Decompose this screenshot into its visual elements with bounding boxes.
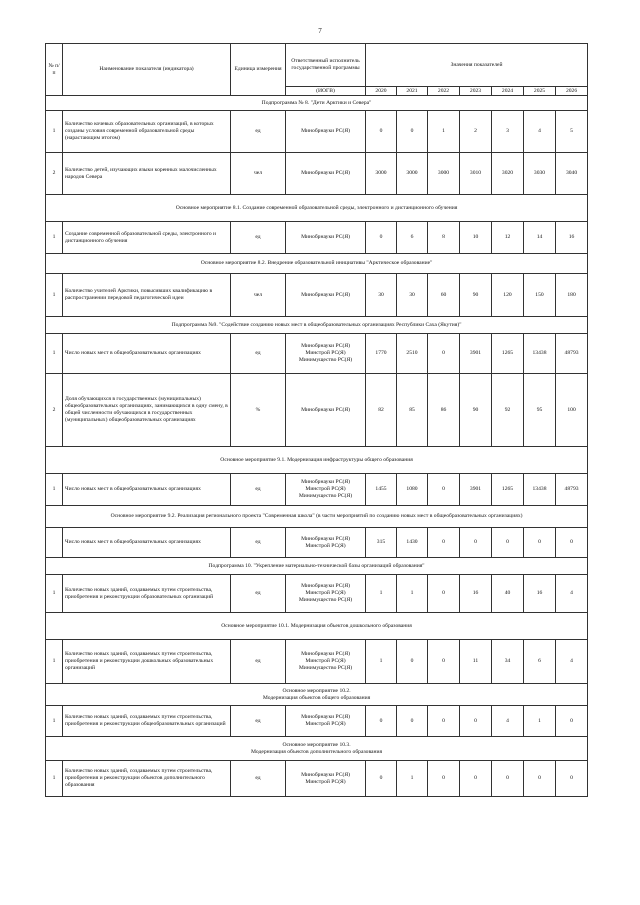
responsible-cell: Минобрнауки РС(Я) Минстрой РС(Я) Минимущество РС(Я) <box>286 474 366 506</box>
row-number <box>46 528 63 558</box>
indicator-name: Количество кочевых образовательных организаций, в которых созданы условия современной образовательной среды (нарастающим итогом) <box>63 111 231 153</box>
value-cell: 0 <box>460 706 492 737</box>
value-cell: 120 <box>492 274 524 317</box>
row-number: 1 <box>46 575 63 613</box>
value-cell: 0 <box>460 761 492 797</box>
row-number: 1 <box>46 274 63 317</box>
value-cell: 0 <box>556 761 588 797</box>
header-values: Значения показателей <box>366 44 588 87</box>
value-cell: 3020 <box>492 153 524 195</box>
value-cell: 0 <box>397 111 428 153</box>
value-cell: 10 <box>460 222 492 254</box>
indicator-name: Количество новых зданий, создаваемых путем строительства, приобретения и реконструкции дошкольных образовательных организаций <box>63 640 231 684</box>
responsible-cell: Минобрнауки РС(Я) <box>286 274 366 317</box>
row-number: 1 <box>46 474 63 506</box>
value-cell: 0 <box>460 528 492 558</box>
value-cell: 6 <box>397 222 428 254</box>
value-cell: 11 <box>460 640 492 684</box>
value-cell: 4 <box>556 640 588 684</box>
value-cell: 12 <box>492 222 524 254</box>
indicators-table <box>45 43 588 797</box>
value-cell: 92 <box>492 374 524 447</box>
row-number: 2 <box>46 153 63 195</box>
header-year: 2020 <box>366 87 397 96</box>
value-cell: 1770 <box>366 334 397 374</box>
value-cell: 180 <box>556 274 588 317</box>
value-cell: 0 <box>492 528 524 558</box>
value-cell: 0 <box>556 528 588 558</box>
header-year: 2022 <box>428 87 460 96</box>
value-cell: 0 <box>524 761 556 797</box>
value-cell: 2 <box>460 111 492 153</box>
indicator-name: Число новых мест в общеобразовательных организациях <box>63 334 231 374</box>
value-cell: 0 <box>397 706 428 737</box>
value-cell: 5 <box>556 111 588 153</box>
indicator-name: Количество новых зданий, создаваемых путем строительства, приобретения и реконструкции общеобразовательных организаций <box>63 706 231 737</box>
section-title: Основное мероприятие 10.3. Модернизация объектов дополнительного образования <box>46 737 588 761</box>
indicator-name: Создание современной образовательной среды, электронного и дистанционного обучения <box>63 222 231 254</box>
header-year: 2021 <box>397 87 428 96</box>
value-cell: 315 <box>366 528 397 558</box>
table-row <box>46 374 588 447</box>
page-number: 7 <box>318 27 322 35</box>
value-cell: 3010 <box>460 153 492 195</box>
value-cell: 85 <box>397 374 428 447</box>
indicator-name: Доля обучающихся в государственных (муниципальных) общеобразовательных организациях, занимающихся в одну смену, в общей численности обучающихся в государственных (муниципальных) общеобразовательных организациях <box>63 374 231 447</box>
table-body <box>46 96 588 797</box>
value-cell: 3 <box>492 111 524 153</box>
value-cell: 90 <box>460 274 492 317</box>
value-cell: 0 <box>397 640 428 684</box>
value-cell: 4 <box>556 575 588 613</box>
row-number: 1 <box>46 706 63 737</box>
table-row <box>46 474 588 506</box>
unit-cell: ед <box>231 706 286 737</box>
responsible-cell: Минобрнауки РС(Я) <box>286 374 366 447</box>
section-row <box>46 447 588 474</box>
value-cell: 0 <box>428 474 460 506</box>
value-cell: 1 <box>366 575 397 613</box>
value-cell: 0 <box>492 761 524 797</box>
header-year: 2023 <box>460 87 492 96</box>
section-title: Основное мероприятие 8.1. Создание современной образовательной среды, электронного и дистанционного обучения <box>46 195 588 222</box>
unit-cell: ед <box>231 528 286 558</box>
value-cell: 0 <box>428 334 460 374</box>
section-title: Подпрограмма № 8. "Дети Арктики и Севера" <box>46 96 588 111</box>
value-cell: 48793 <box>556 474 588 506</box>
value-cell: 8 <box>428 222 460 254</box>
row-number: 1 <box>46 111 63 153</box>
value-cell: 3030 <box>524 153 556 195</box>
responsible-cell: Минобрнауки РС(Я) Минстрой РС(Я) <box>286 761 366 797</box>
value-cell: 1 <box>397 575 428 613</box>
value-cell: 0 <box>428 761 460 797</box>
header-responsible: Ответственный исполнитель государственной программы <box>286 44 366 87</box>
header-year: 2024 <box>492 87 524 96</box>
value-cell: 150 <box>524 274 556 317</box>
section-row <box>46 96 588 111</box>
responsible-cell: Минобрнауки РС(Я) <box>286 111 366 153</box>
table-row <box>46 640 588 684</box>
row-number: 1 <box>46 640 63 684</box>
table-row <box>46 528 588 558</box>
responsible-cell: Минобрнауки РС(Я) Минстрой РС(Я) <box>286 706 366 737</box>
row-number: 2 <box>46 374 63 447</box>
indicator-name: Количество учителей Арктики, повысивших квалификацию в распространении передовой педагогической идеи <box>63 274 231 317</box>
value-cell: 34 <box>492 640 524 684</box>
table-row <box>46 575 588 613</box>
section-title: Основное мероприятие 10.1. Модернизация объектов дошкольного образования <box>46 613 588 640</box>
table-row <box>46 111 588 153</box>
value-cell: 3040 <box>556 153 588 195</box>
section-row <box>46 613 588 640</box>
value-cell: 14 <box>524 222 556 254</box>
indicator-name: Число новых мест в общеобразовательных организациях <box>63 528 231 558</box>
section-title: Основное мероприятие 9.1. Модернизация инфраструктуры общего образования <box>46 447 588 474</box>
value-cell: 3000 <box>366 153 397 195</box>
value-cell: 1080 <box>397 474 428 506</box>
unit-cell: чел <box>231 153 286 195</box>
value-cell: 1 <box>428 111 460 153</box>
value-cell: 48793 <box>556 334 588 374</box>
section-title: Подпрограмма №9. "Содействие созданию новых мест в общеобразовательных организациях Республики Саха (Якутия)" <box>46 317 588 334</box>
section-row <box>46 254 588 274</box>
value-cell: 16 <box>460 575 492 613</box>
row-number: 1 <box>46 334 63 374</box>
section-row <box>46 684 588 706</box>
value-cell: 1 <box>366 640 397 684</box>
unit-cell: ед <box>231 761 286 797</box>
value-cell: 0 <box>428 706 460 737</box>
value-cell: 3000 <box>428 153 460 195</box>
value-cell: 0 <box>524 528 556 558</box>
table-row <box>46 761 588 797</box>
value-cell: 3000 <box>397 153 428 195</box>
unit-cell: чел <box>231 274 286 317</box>
value-cell: 90 <box>460 374 492 447</box>
row-number: 1 <box>46 222 63 254</box>
section-title: Основное мероприятие 9.2. Реализация регионального проекта "Современная школа" (в части мероприятий по созданию новых мест в общеобразовательных организациях) <box>46 506 588 528</box>
value-cell: 60 <box>428 274 460 317</box>
responsible-cell: Минобрнауки РС(Я) Минстрой РС(Я) Минимущество РС(Я) <box>286 640 366 684</box>
value-cell: 6 <box>524 640 556 684</box>
value-cell: 0 <box>556 706 588 737</box>
row-number: 1 <box>46 761 63 797</box>
value-cell: 4 <box>524 111 556 153</box>
value-cell: 0 <box>366 111 397 153</box>
value-cell: 1 <box>524 706 556 737</box>
unit-cell: ед <box>231 111 286 153</box>
indicator-name: Количество новых зданий, создаваемых путем строительства, приобретения и реконструкции объектов дополнительного образования <box>63 761 231 797</box>
value-cell: 16 <box>556 222 588 254</box>
value-cell: 1 <box>397 761 428 797</box>
unit-cell: ед <box>231 334 286 374</box>
value-cell: 1455 <box>366 474 397 506</box>
value-cell: 4 <box>492 706 524 737</box>
value-cell: 100 <box>556 374 588 447</box>
header-name: Наименование показателя (индикатора) <box>63 44 231 96</box>
value-cell: 30 <box>397 274 428 317</box>
unit-cell: ед <box>231 575 286 613</box>
value-cell: 0 <box>428 528 460 558</box>
section-row <box>46 737 588 761</box>
value-cell: 3901 <box>460 474 492 506</box>
section-row <box>46 558 588 575</box>
value-cell: 0 <box>366 706 397 737</box>
value-cell: 0 <box>366 761 397 797</box>
value-cell: 1265 <box>492 334 524 374</box>
header-num: № п/п <box>46 44 63 96</box>
section-row <box>46 195 588 222</box>
value-cell: 82 <box>366 374 397 447</box>
responsible-cell: Минобрнауки РС(Я) Минстрой РС(Я) Минимущество РС(Я) <box>286 334 366 374</box>
table-header <box>46 44 588 96</box>
value-cell: 13438 <box>524 474 556 506</box>
value-cell: 95 <box>524 374 556 447</box>
table-row <box>46 334 588 374</box>
value-cell: 0 <box>428 640 460 684</box>
indicator-name: Количество детей, изучающих языки коренных малочисленных народов Севера <box>63 153 231 195</box>
value-cell: 86 <box>428 374 460 447</box>
section-title: Основное мероприятие 8.2. Внедрение образовательной инициативы "Арктическое образование" <box>46 254 588 274</box>
header-year: 2026 <box>556 87 588 96</box>
unit-cell: ед <box>231 222 286 254</box>
value-cell: 0 <box>366 222 397 254</box>
value-cell: 30 <box>366 274 397 317</box>
indicator-name: Количество новых зданий, создаваемых путем строительства, приобретения и реконструкции образовательных организаций <box>63 575 231 613</box>
responsible-cell: Минобрнауки РС(Я) Минстрой РС(Я) Минимущество РС(Я) <box>286 575 366 613</box>
section-row <box>46 317 588 334</box>
responsible-cell: Минобрнауки РС(Я) Минстрой РС(Я) <box>286 528 366 558</box>
value-cell: 1430 <box>397 528 428 558</box>
responsible-cell: Минобрнауки РС(Я) <box>286 153 366 195</box>
unit-cell: ед <box>231 474 286 506</box>
section-row <box>46 506 588 528</box>
unit-cell: % <box>231 374 286 447</box>
header-responsible-sub: (ИОГВ) <box>286 87 366 96</box>
value-cell: 16 <box>524 575 556 613</box>
table-row <box>46 153 588 195</box>
indicator-name: Число новых мест в общеобразовательных организациях <box>63 474 231 506</box>
value-cell: 40 <box>492 575 524 613</box>
value-cell: 1265 <box>492 474 524 506</box>
value-cell: 0 <box>428 575 460 613</box>
value-cell: 13438 <box>524 334 556 374</box>
table-row <box>46 706 588 737</box>
unit-cell: ед <box>231 640 286 684</box>
header-year: 2025 <box>524 87 556 96</box>
value-cell: 3901 <box>460 334 492 374</box>
table-row <box>46 274 588 317</box>
section-title: Основное мероприятие 10.2. Модернизация объектов общего образования <box>46 684 588 706</box>
responsible-cell: Минобрнауки РС(Я) <box>286 222 366 254</box>
header-unit: Единица измерения <box>231 44 286 96</box>
value-cell: 2510 <box>397 334 428 374</box>
section-title: Подпрограмма 10. "Укрепление материально-технической базы организаций образования" <box>46 558 588 575</box>
table-row <box>46 222 588 254</box>
